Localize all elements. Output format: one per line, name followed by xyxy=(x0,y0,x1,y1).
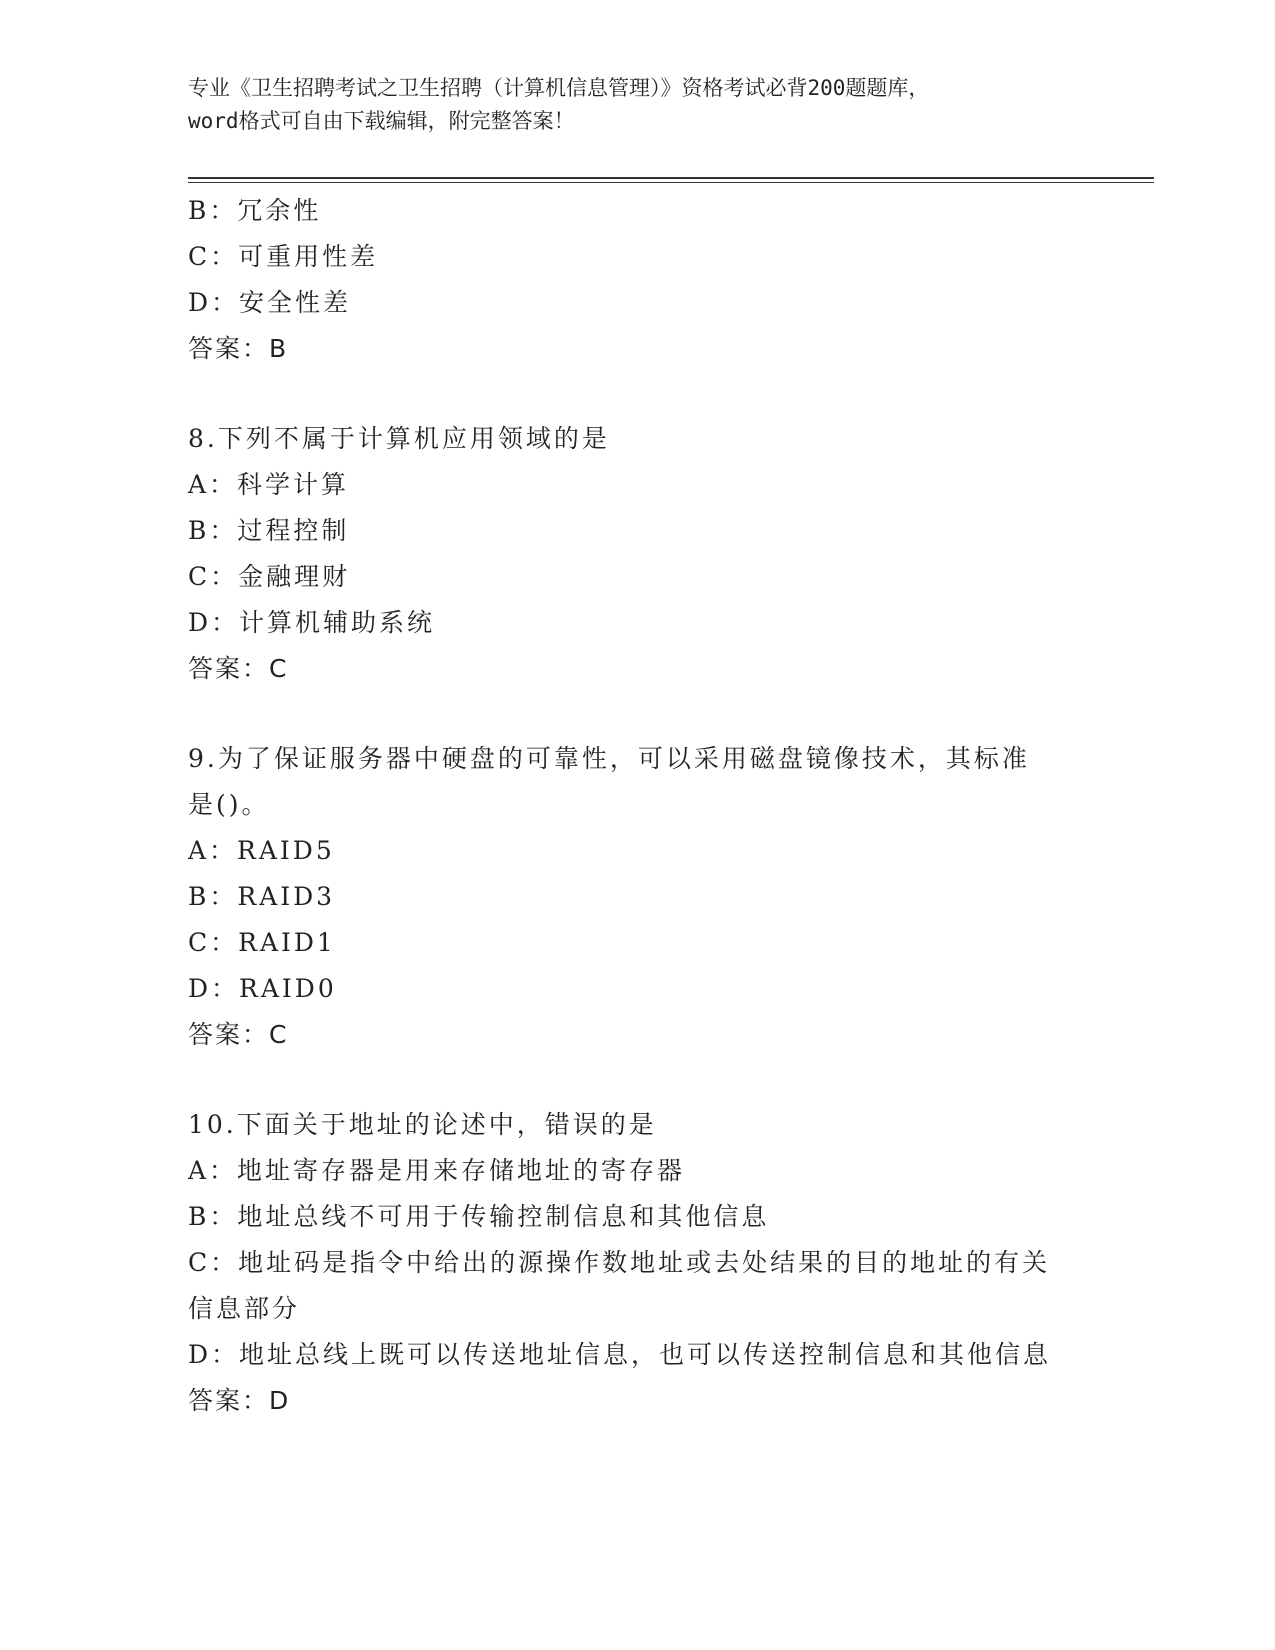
option-d: D：RAID0 xyxy=(188,974,337,1003)
option-b: B：冗余性 xyxy=(188,196,322,225)
option-a: A：RAID5 xyxy=(188,836,335,865)
answer: 答案：B xyxy=(188,334,289,363)
option-a: A：科学计算 xyxy=(188,470,350,499)
question-7-continuation xyxy=(188,188,1088,372)
option-b: B：RAID3 xyxy=(188,882,336,911)
question-stem: 9.为了保证服务器中硬盘的可靠性，可以采用磁盘镜像技术，其标准是()。 xyxy=(188,744,1030,819)
option-c: C：可重用性差 xyxy=(188,242,379,271)
option-c: C：金融理财 xyxy=(188,562,351,591)
option-c: C：RAID1 xyxy=(188,928,336,957)
question-stem: 10.下面关于地址的论述中，错误的是 xyxy=(188,1110,657,1139)
option-c: C：地址码是指令中给出的源操作数地址或去处结果的目的地址的有关信息部分 xyxy=(188,1248,1051,1323)
document-body xyxy=(188,188,1088,1424)
option-b: B：过程控制 xyxy=(188,516,350,545)
answer: 答案：D xyxy=(188,1386,291,1415)
question-stem: 8.下列不属于计算机应用领域的是 xyxy=(188,424,610,453)
question-8 xyxy=(188,416,1088,692)
header-divider xyxy=(188,177,1154,183)
option-d: D：安全性差 xyxy=(188,288,352,317)
question-9 xyxy=(188,736,1088,1058)
option-b: B：地址总线不可用于传输控制信息和其他信息 xyxy=(188,1202,770,1231)
option-d: D：地址总线上既可以传送地址信息，也可以传送控制信息和其他信息 xyxy=(188,1340,1052,1369)
option-a: A：地址寄存器是用来存储地址的寄存器 xyxy=(188,1156,686,1185)
answer: 答案：C xyxy=(188,654,289,683)
option-d: D：计算机辅助系统 xyxy=(188,608,436,637)
page-header xyxy=(188,72,1068,138)
header-line-1: 专业《卫生招聘考试之卫生招聘（计算机信息管理）》资格考试必背200题题库， xyxy=(188,76,930,100)
header-line-2: word格式可自由下载编辑，附完整答案！ xyxy=(188,109,575,133)
answer: 答案：C xyxy=(188,1020,289,1049)
question-10 xyxy=(188,1102,1088,1424)
